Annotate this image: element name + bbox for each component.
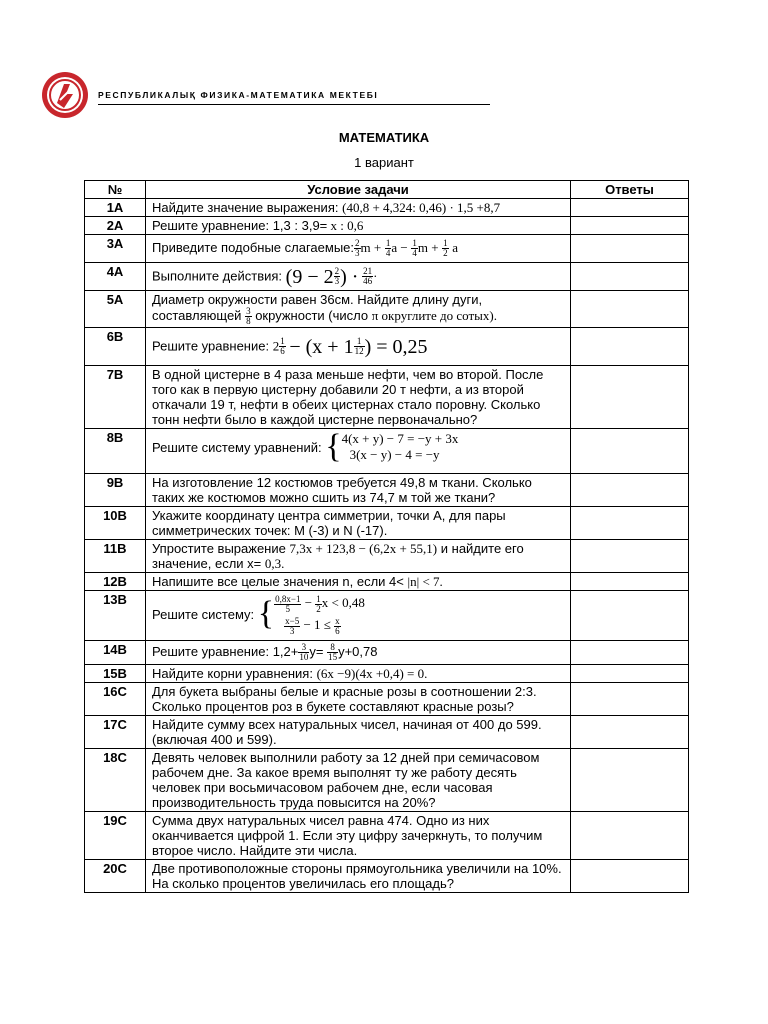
task-text: Сумма двух натуральных чисел равна 474. Одно из них оканчивается цифрой 1. Если эту цифру зачеркнуть, то получим второе число. Найдите эти числа. — [146, 812, 571, 860]
task-number: 16C — [85, 683, 146, 716]
math-expression: (40,8 + 4,324: 0,46) · 1,5 +8,7 — [342, 200, 501, 215]
answer-cell[interactable] — [571, 749, 689, 812]
task-number: 13B — [85, 591, 146, 641]
task-text: Диаметр окружности равен 36см. Найдите длину дуги, составляющей $\frac{3}{8}$ окружности (число π округлите до сотых). — [146, 291, 571, 328]
answer-cell[interactable] — [571, 507, 689, 540]
table-row — [85, 641, 689, 665]
task-number: 15B — [85, 665, 146, 683]
task-text — [146, 199, 571, 217]
answer-cell[interactable] — [571, 683, 689, 716]
answer-cell[interactable] — [571, 540, 689, 573]
task-number: 12B — [85, 573, 146, 591]
table-row — [85, 235, 689, 263]
task-label: Решите уравнение: 1,3 : 3,9= — [152, 218, 328, 233]
table-row — [85, 263, 689, 291]
fraction: $\frac{1}{4}$ — [385, 238, 391, 258]
table-row — [85, 812, 689, 860]
task-number: 6B — [85, 328, 146, 366]
table-header-row — [85, 181, 689, 199]
task-text: Приведите подобные слагаемые: $\frac{2}{3}$ m + $\frac{1}{4}$ a − $\frac{1}{4}$ m + $\frac{1}{2}$ a — [146, 235, 571, 263]
table-row — [85, 217, 689, 235]
answer-cell[interactable] — [571, 291, 689, 328]
fraction: $\frac{1}{12}$ — [354, 336, 364, 356]
task-text — [146, 217, 571, 235]
table-row — [85, 683, 689, 716]
col-task-header: Условие задачи — [146, 181, 571, 199]
fraction: $\frac{2}{3}$ — [334, 266, 340, 286]
math-expression: x : 0,6 — [327, 218, 364, 233]
task-text: Две противоположные стороны прямоугольника увеличили на 10%. На сколько процентов увеличилась его площадь? — [146, 860, 571, 893]
table-row — [85, 716, 689, 749]
fraction: $\frac{1}{4}$ — [412, 238, 417, 258]
task-label: Решите систему уравнений: — [152, 439, 322, 455]
task-number: 19C — [85, 812, 146, 860]
table-row — [85, 507, 689, 540]
tasks-table — [84, 180, 689, 893]
inequality-system: $\frac{0,8x-1}{5}$ − $\frac{1}{2}$ x < 0,48 $\frac{x-5}{3}$ − 1 ≤ $\frac{x}{6}$ — [275, 593, 365, 636]
task-label: Решите уравнение: — [152, 337, 270, 353]
task-number: 17C — [85, 716, 146, 749]
table-row — [85, 573, 689, 591]
task-label: Выполните действия: — [152, 267, 283, 283]
school-name: РЕСПУБЛИКАЛЫҚ ФИЗИКА-МАТЕМАТИКА МЕКТЕБІ — [98, 90, 379, 100]
answer-cell[interactable] — [571, 591, 689, 641]
header — [40, 70, 460, 120]
brace-icon: { — [257, 595, 275, 632]
task-line: Диаметр окружности равен 36см. Найдите длину дуги, — [152, 292, 483, 307]
table-row — [85, 540, 689, 573]
task-text: Найдите сумму всех натуральных чисел, начиная от 400 до 599. (включая 400 и 599). — [146, 716, 571, 749]
header-divider — [98, 104, 490, 105]
col-answer-header: Ответы — [571, 181, 689, 199]
table-row — [85, 366, 689, 429]
task-text: Для букета выбраны белые и красные розы в соотношении 2:3. Сколько процентов роз в букете составляют красные розы? — [146, 683, 571, 716]
table-row — [85, 328, 689, 366]
task-text: Решите уравнение: 2 $\frac{1}{6}$ − (x + 1 $\frac{1}{12}$ ) = 0,25 — [146, 328, 571, 366]
task-text: Девять человек выполнили работу за 12 дней при семичасовом рабочем дне. За какое время выполнят ту же работу десять человек при восьмичасовом рабочем дне, если часовая производительность труда повысится на 20%? — [146, 749, 571, 812]
answer-cell[interactable] — [571, 641, 689, 665]
col-number-header: № — [85, 181, 146, 199]
answer-cell[interactable] — [571, 716, 689, 749]
task-number: 4A — [85, 263, 146, 291]
table-row — [85, 749, 689, 812]
task-number: 14B — [85, 641, 146, 665]
answer-cell[interactable] — [571, 860, 689, 893]
fraction: $\frac{3}{8}$ — [246, 306, 251, 326]
task-text: Выполните действия: (9 − 2 $\frac{2}{3}$ ) · $\frac{21}{46}$ · — [146, 263, 571, 291]
task-text — [146, 429, 571, 474]
table-row — [85, 474, 689, 507]
task-text: Упростите выражение 7,3x + 123,8 − (6,2x + 55,1) и найдите его значение, если х= 0,3. — [146, 540, 571, 573]
task-text: Напишите все целые значения n, если 4< |n| < 7. — [146, 573, 571, 591]
task-label: Найдите значение выражения: — [152, 200, 339, 215]
task-number: 1A — [85, 199, 146, 217]
answer-cell[interactable] — [571, 217, 689, 235]
task-label: Решите систему: — [152, 606, 255, 622]
task-number: 2A — [85, 217, 146, 235]
fraction: $\frac{3}{10}$ — [299, 642, 309, 662]
brace-icon: { — [325, 428, 342, 465]
task-number: 10B — [85, 507, 146, 540]
answer-cell[interactable] — [571, 429, 689, 474]
task-text: Найдите корни уравнения: (6x −9)(4x +0,4) = 0. — [146, 665, 571, 683]
task-text: Решите уравнение: 1,2+ $\frac{3}{10}$ y= $\frac{8}{15}$ y+0,78 — [146, 641, 571, 665]
fraction: $\frac{8}{15}$ — [328, 642, 338, 662]
task-number: 9B — [85, 474, 146, 507]
answer-cell[interactable] — [571, 573, 689, 591]
answer-cell[interactable] — [571, 474, 689, 507]
fraction: $\frac{2}{3}$ — [355, 238, 360, 258]
task-number: 5A — [85, 291, 146, 328]
answer-cell[interactable] — [571, 665, 689, 683]
table-row — [85, 665, 689, 683]
task-number: 8B — [85, 429, 146, 474]
task-number: 11B — [85, 540, 146, 573]
task-label: Приведите подобные слагаемые: — [152, 239, 355, 255]
task-number: 7B — [85, 366, 146, 429]
task-text: На изготовление 12 костюмов требуется 49,8 м ткани. Сколько таких же костюмов можно сшить из 74,7 м той же ткани? — [146, 474, 571, 507]
table-row — [85, 199, 689, 217]
task-text — [146, 591, 571, 641]
answer-cell[interactable] — [571, 235, 689, 263]
answer-cell[interactable] — [571, 263, 689, 291]
task-number: 3A — [85, 235, 146, 263]
answer-cell[interactable] — [571, 366, 689, 429]
school-logo-icon — [40, 70, 90, 120]
fraction: $\frac{1}{2}$ — [443, 238, 448, 258]
table-row — [85, 860, 689, 893]
fraction: $\frac{21}{46}$ — [363, 266, 373, 286]
task-number: 18C — [85, 749, 146, 812]
equation-system: 4(x + y) − 7 = −y + 3x 3(x − y) − 4 = −y — [341, 431, 459, 462]
task-text: В одной цистерне в 4 раза меньше нефти, чем во второй. После того как в первую цистерну добавили 20 т нефти, а из второй откачали 19 т, нефти в обеих цистернах стало поровну. Сколько тонн нефти было в каждой цистерне первоначально? — [146, 366, 571, 429]
table-row — [85, 291, 689, 328]
answer-cell[interactable] — [571, 328, 689, 366]
fraction: $\frac{1}{6}$ — [280, 336, 285, 356]
table-row — [85, 429, 689, 474]
variant-label: 1 вариант — [354, 155, 414, 170]
answer-cell[interactable] — [571, 199, 689, 217]
page-title: МАТЕМАТИКА — [338, 130, 430, 145]
task-number: 20C — [85, 860, 146, 893]
task-text: Укажите координату центра симметрии, точки А, для пары симметрических точек: М (-3) и N (-17). — [146, 507, 571, 540]
table-row — [85, 591, 689, 641]
answer-cell[interactable] — [571, 812, 689, 860]
